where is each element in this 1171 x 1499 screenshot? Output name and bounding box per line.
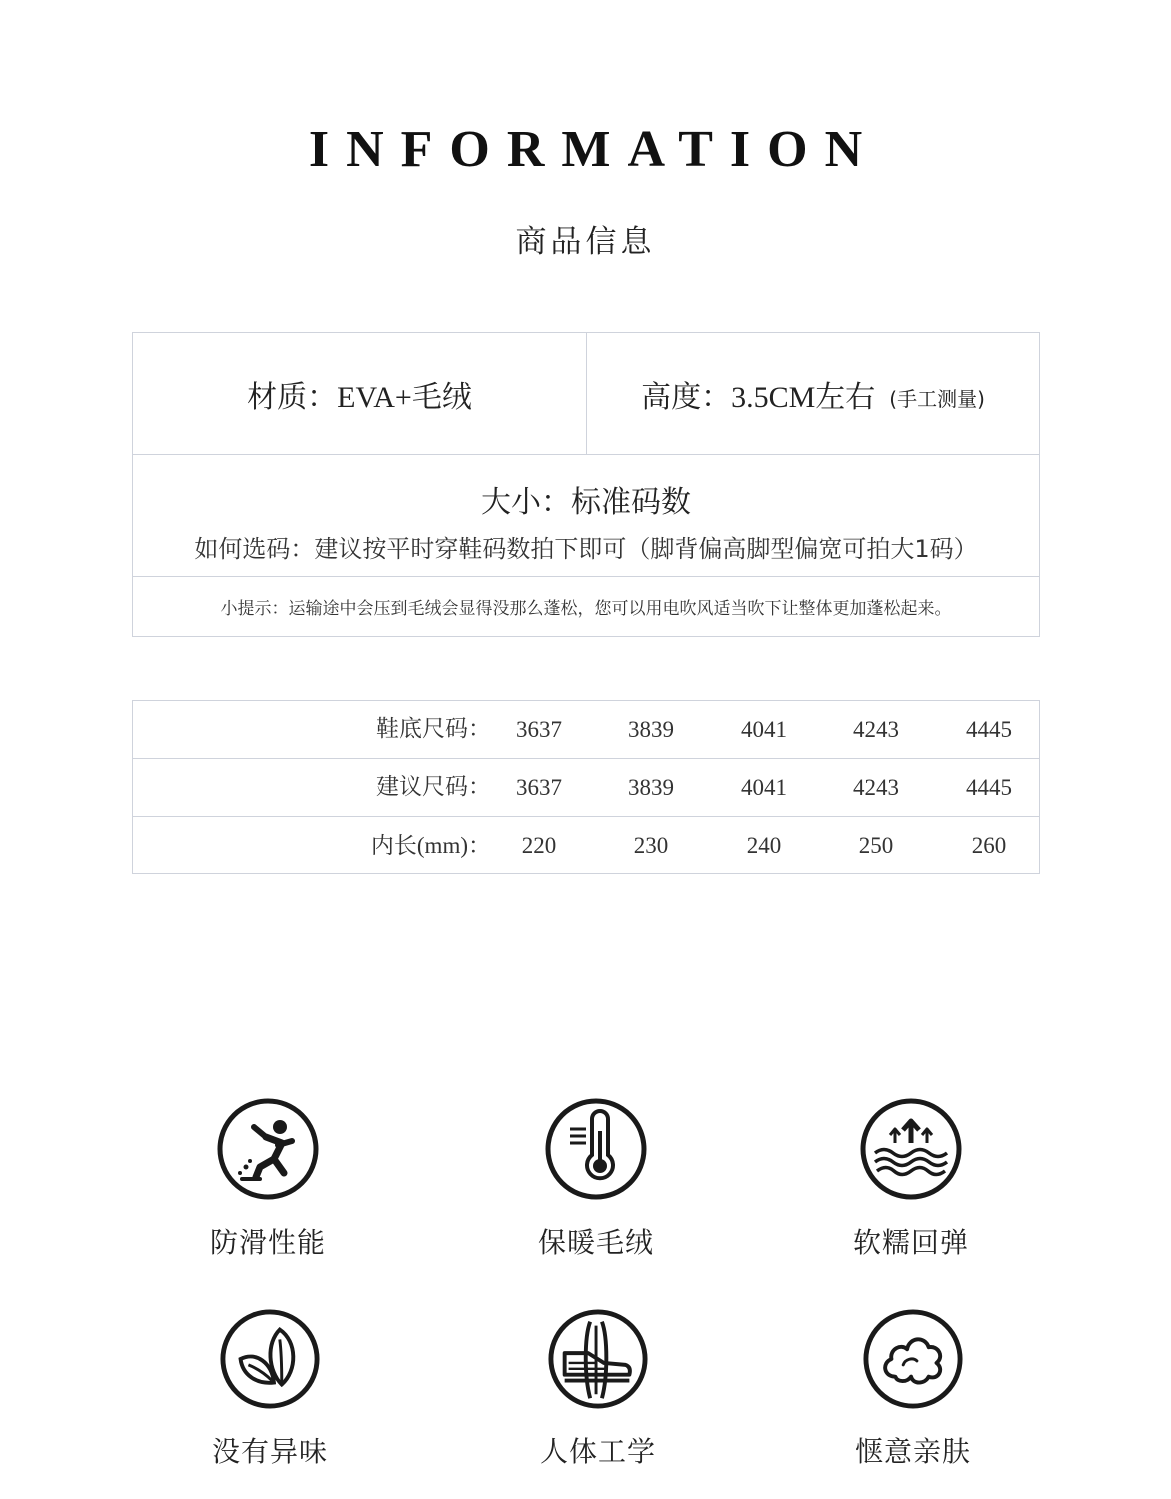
size-cell: 260 xyxy=(971,833,1007,858)
size-title: 大小：标准码数 xyxy=(481,485,691,520)
material-cell xyxy=(133,333,587,454)
feature-label: 人体工学 xyxy=(539,1435,656,1468)
anti-slip-icon xyxy=(216,1097,320,1201)
leaf-icon xyxy=(219,1308,321,1410)
size-cell: 4041 xyxy=(741,775,787,800)
size-chart xyxy=(132,700,1040,874)
feature-warm-plush xyxy=(486,1097,706,1261)
feature-label: 保暖毛绒 xyxy=(537,1226,654,1259)
size-cell: 4445 xyxy=(966,717,1012,742)
tip-text: 小提示：运输途中会压到毛绒会显得没那么蓬松，您可以用电吹风适当吹下让整体更加蓬松起来。 xyxy=(220,599,952,619)
size-row-inner-length xyxy=(133,817,1039,874)
size-cell: 3637 xyxy=(516,717,562,742)
product-info-table xyxy=(132,332,1040,637)
size-row-suggested xyxy=(133,759,1039,817)
size-cell: 230 xyxy=(633,833,669,858)
size-cell: 250 xyxy=(858,833,894,858)
size-cell: 3839 xyxy=(628,775,674,800)
info-row-material-height xyxy=(133,333,1039,455)
height-note: (手工测量) xyxy=(889,387,985,411)
size-cell: 4243 xyxy=(853,775,899,800)
thermometer-icon xyxy=(544,1097,648,1201)
info-row-size xyxy=(133,455,1039,577)
ergonomic-shoe-icon xyxy=(547,1308,649,1410)
size-cell: 3637 xyxy=(516,775,562,800)
height-cell xyxy=(587,333,1039,454)
size-row-sole xyxy=(133,701,1039,759)
feature-skin-friendly xyxy=(803,1308,1023,1470)
material-value: EVA+毛绒 xyxy=(337,380,472,414)
size-cell: 4041 xyxy=(741,717,787,742)
feature-no-odor xyxy=(160,1308,380,1470)
material-label: 材质： xyxy=(247,379,338,415)
feature-label: 防滑性能 xyxy=(209,1226,326,1259)
height-label: 高度： xyxy=(641,379,732,415)
rebound-icon xyxy=(859,1097,963,1201)
cloud-icon xyxy=(862,1308,964,1410)
height-value: 3.5CM左右 xyxy=(731,380,876,414)
feature-anti-slip xyxy=(158,1097,378,1261)
feature-ergonomic xyxy=(488,1308,708,1470)
size-cell: 240 xyxy=(746,833,782,858)
size-cell: 220 xyxy=(521,833,557,858)
size-row-label: 鞋底尺码： xyxy=(376,716,491,742)
feature-soft-rebound xyxy=(801,1097,1021,1261)
info-row-tip xyxy=(133,577,1039,636)
size-cell: 4445 xyxy=(966,775,1012,800)
page-title: INFORMATION xyxy=(308,121,880,178)
feature-label: 惬意亲肤 xyxy=(854,1435,971,1468)
size-row-label: 建议尺码： xyxy=(376,774,491,800)
feature-label: 没有异味 xyxy=(211,1435,328,1468)
size-cell: 4243 xyxy=(853,717,899,742)
page-subtitle: 商品信息 xyxy=(515,224,656,260)
size-row-label: 内长(mm)： xyxy=(370,833,491,858)
size-cell: 3839 xyxy=(628,717,674,742)
feature-label: 软糯回弹 xyxy=(852,1226,969,1259)
size-guide: 如何选码：建议按平时穿鞋码数拍下即可（脚背偏高脚型偏宽可拍大1码） xyxy=(194,535,978,563)
